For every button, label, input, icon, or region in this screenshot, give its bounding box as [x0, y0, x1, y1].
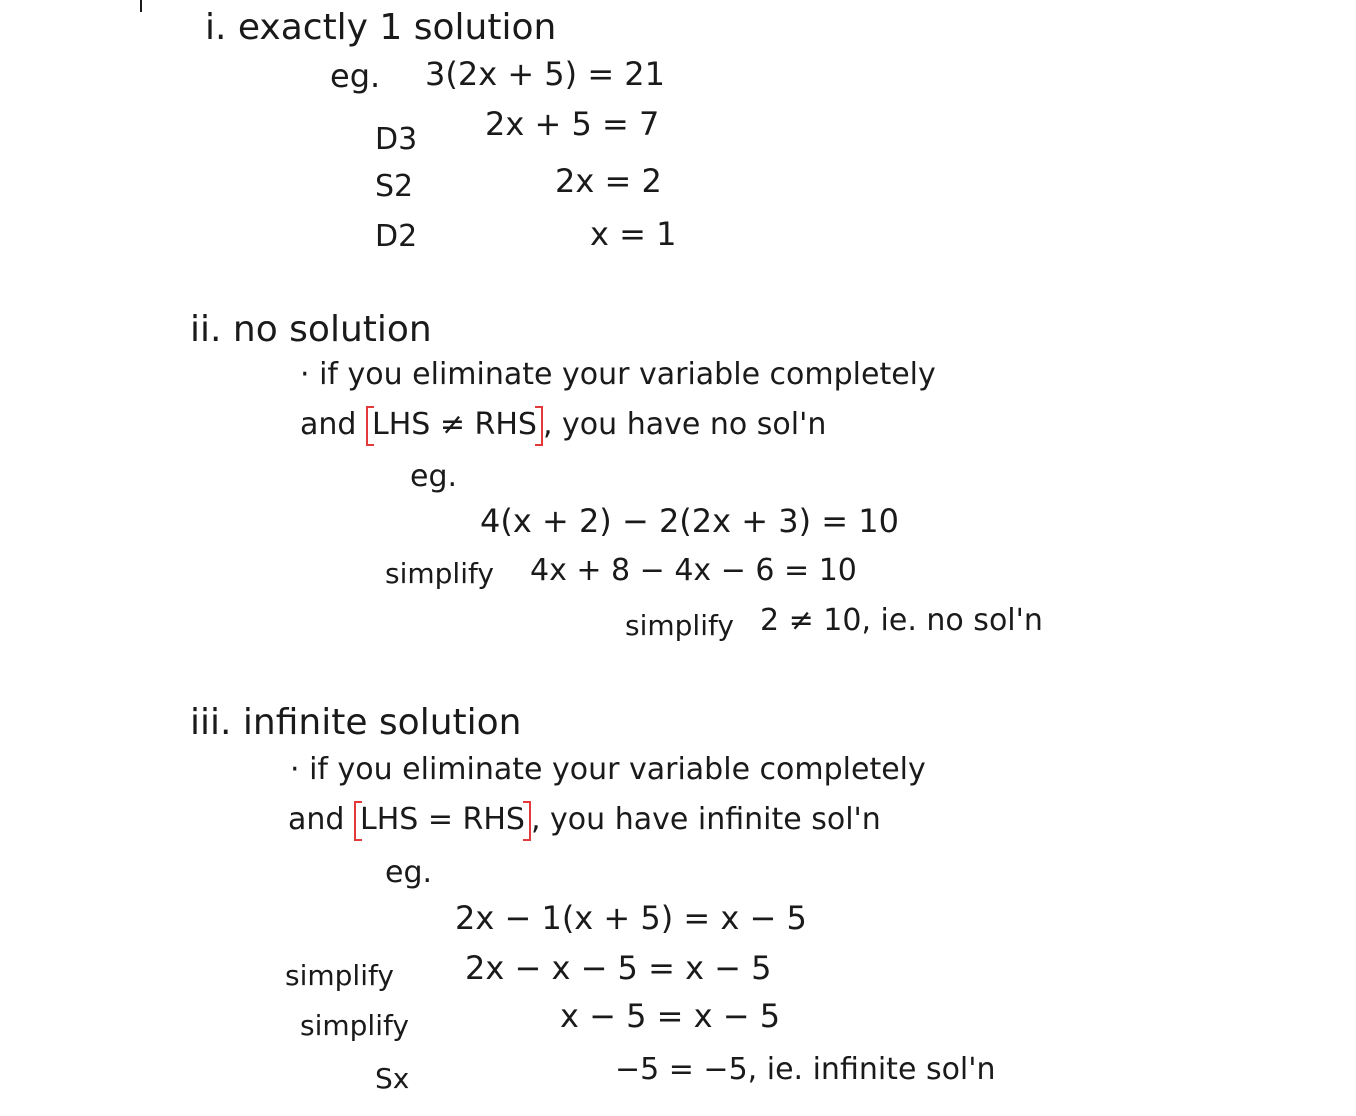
case2-eg-label: eg. [410, 459, 458, 494]
case2-rule-suffix: , you have no sol'n [542, 407, 827, 442]
case3-step-op: Sx [375, 1062, 410, 1095]
case1-step-op: S2 [375, 169, 414, 204]
case3-conclusion: −5 = −5, ie. infinite sol'n [615, 1052, 996, 1087]
case2-rule-line1: · if you eliminate your variable completely [300, 357, 936, 392]
case3-rule-line2 [288, 802, 881, 837]
case1-step-op: D2 [375, 219, 418, 254]
case2-conclusion: 2 ≠ 10, ie. no sol'n [760, 603, 1043, 638]
case1-step-equation: x = 1 [590, 215, 677, 253]
case3-equation: 2x − 1(x + 5) = x − 5 [455, 899, 807, 937]
case1-step-equation: 2x = 2 [555, 162, 662, 200]
case3-simplify-label: simplify [285, 959, 394, 992]
case3-rule-line1: · if you eliminate your variable completely [290, 752, 926, 787]
case3-boxed-condition: LHS = RHS [354, 805, 531, 835]
case2-rule-prefix: and [300, 407, 357, 442]
case3-simplify-label: simplify [300, 1009, 409, 1042]
case2-equation: 4(x + 2) − 2(2x + 3) = 10 [480, 502, 899, 540]
case1-step-equation: 2x + 5 = 7 [485, 105, 660, 143]
case3-heading: iii. infinite solution [190, 702, 522, 743]
case1-equation: 3(2x + 5) = 21 [425, 55, 666, 93]
case2-rule-line2 [300, 407, 827, 442]
case3-rule-prefix: and [288, 802, 345, 837]
pen-stroke-mark [140, 0, 142, 12]
case3-rule-suffix: , you have infinite sol'n [530, 802, 881, 837]
case1-heading: i. exactly 1 solution [205, 7, 557, 48]
case2-boxed-condition: LHS ≠ RHS [366, 410, 543, 440]
case3-eg-label: eg. [385, 855, 433, 890]
case2-simplify-label: simplify [625, 609, 734, 642]
case2-simplified-equation: 4x + 8 − 4x − 6 = 10 [530, 553, 857, 588]
case3-simplified-equation: x − 5 = x − 5 [560, 997, 781, 1035]
case3-simplified-equation: 2x − x − 5 = x − 5 [465, 949, 772, 987]
case1-eg-label: eg. [330, 57, 381, 95]
case2-heading: ii. no solution [190, 309, 432, 350]
case1-step-op: D3 [375, 122, 418, 157]
case2-simplify-label: simplify [385, 557, 494, 590]
